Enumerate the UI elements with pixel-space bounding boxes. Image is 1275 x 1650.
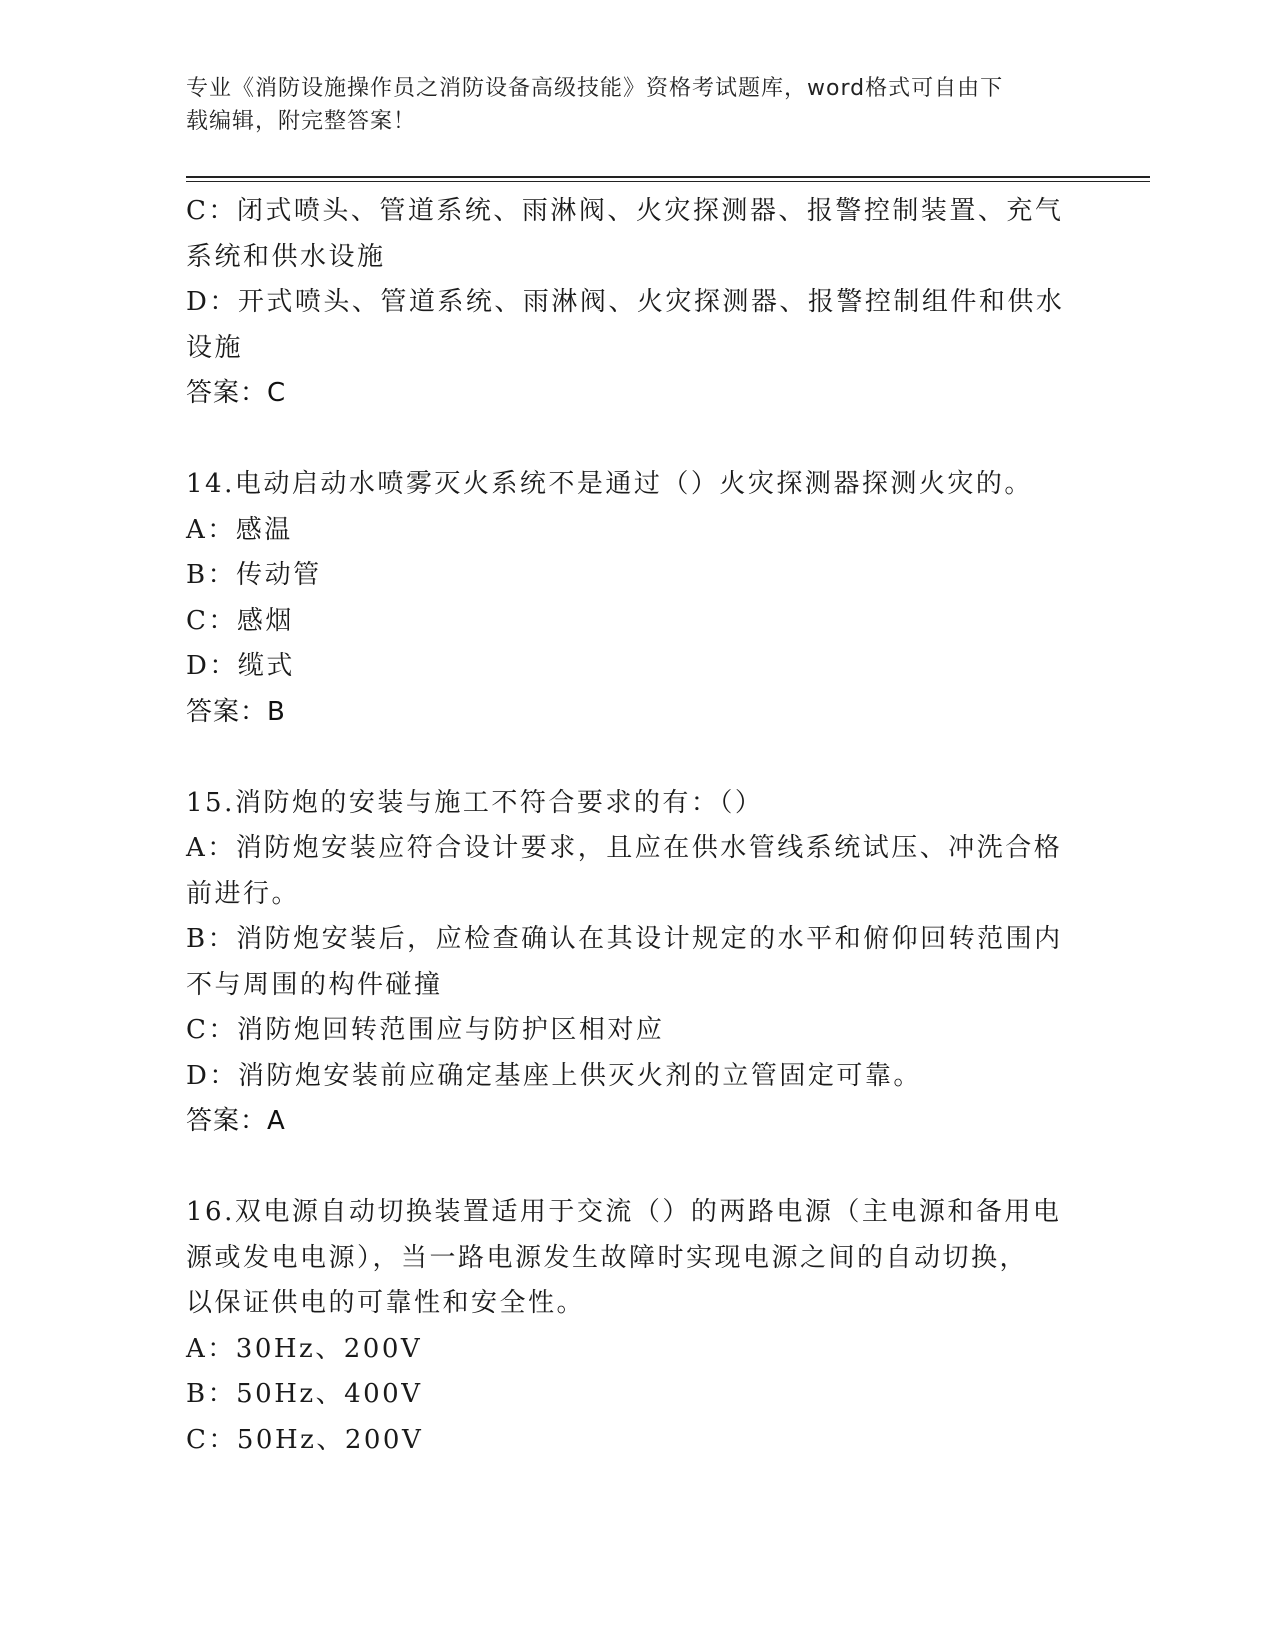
option-d-line-1: D：开式喷头、管道系统、雨淋阀、火灾探测器、报警控制组件和供水 <box>186 287 1065 317</box>
option-c: C：感烟 <box>186 605 294 636</box>
header-divider-thin <box>186 181 1150 182</box>
question-stem-line-1: 16.双电源自动切换装置适用于交流（）的两路电源（主电源和备用电 <box>186 1197 1062 1227</box>
option-b-line-2: 不与周围的构件碰撞 <box>186 969 443 1000</box>
option-a-line-1: A：消防炮安装应符合设计要求，且应在供水管线系统试压、冲洗合格 <box>186 833 1063 863</box>
answer-label: 答案：C <box>186 378 287 408</box>
question-stem: 15.消防炮的安装与施工不符合要求的有：（） <box>186 787 764 818</box>
question-16 <box>186 1190 1086 1463</box>
option-d: D：缆式 <box>186 651 295 681</box>
option-b: B：传动管 <box>186 560 322 590</box>
option-a: A：感温 <box>186 514 293 545</box>
spacer <box>186 1145 1086 1191</box>
question-stem-line-3: 以保证供电的可靠性和安全性。 <box>186 1288 586 1318</box>
option-b-line-1: B：消防炮安装后，应检查确认在其设计规定的水平和俯仰回转范围内 <box>186 924 1063 954</box>
option-b: B：50Hz、400V <box>186 1379 423 1409</box>
option-a-line-2: 前进行。 <box>186 878 301 909</box>
option-c: C：消防炮回转范围应与防护区相对应 <box>186 1015 665 1045</box>
header-line-2: 载编辑，附完整答案！ <box>186 109 417 134</box>
spacer <box>186 417 1086 463</box>
question-13-continued <box>186 189 1086 417</box>
document-header <box>186 72 1066 138</box>
header-line-1: 专业《消防设施操作员之消防设备高级技能》资格考试题库，word格式可自由下 <box>186 76 1004 101</box>
spacer <box>186 735 1086 781</box>
option-a: A：30Hz、200V <box>186 1333 423 1364</box>
option-c: C：50Hz、200V <box>186 1424 424 1455</box>
question-stem: 14.电动启动水喷雾灭火系统不是通过（）火灾探测器探测火灾的。 <box>186 469 1033 499</box>
answer-label: 答案：A <box>186 1106 286 1136</box>
option-d: D：消防炮安装前应确定基座上供灭火剂的立管固定可靠。 <box>186 1060 922 1091</box>
header-divider-thick <box>186 176 1150 178</box>
option-c-line-2: 系统和供水设施 <box>186 241 386 272</box>
option-c-line-1: C：闭式喷头、管道系统、雨淋阀、火灾探测器、报警控制装置、充气 <box>186 196 1064 226</box>
question-stem-line-2: 源或发电电源），当一路电源发生故障时实现电源之间的自动切换， <box>186 1242 1029 1273</box>
question-list <box>186 189 1086 1463</box>
option-d-line-2: 设施 <box>186 332 244 363</box>
question-14 <box>186 462 1086 735</box>
answer-label: 答案：B <box>186 696 286 727</box>
question-15 <box>186 781 1086 1145</box>
